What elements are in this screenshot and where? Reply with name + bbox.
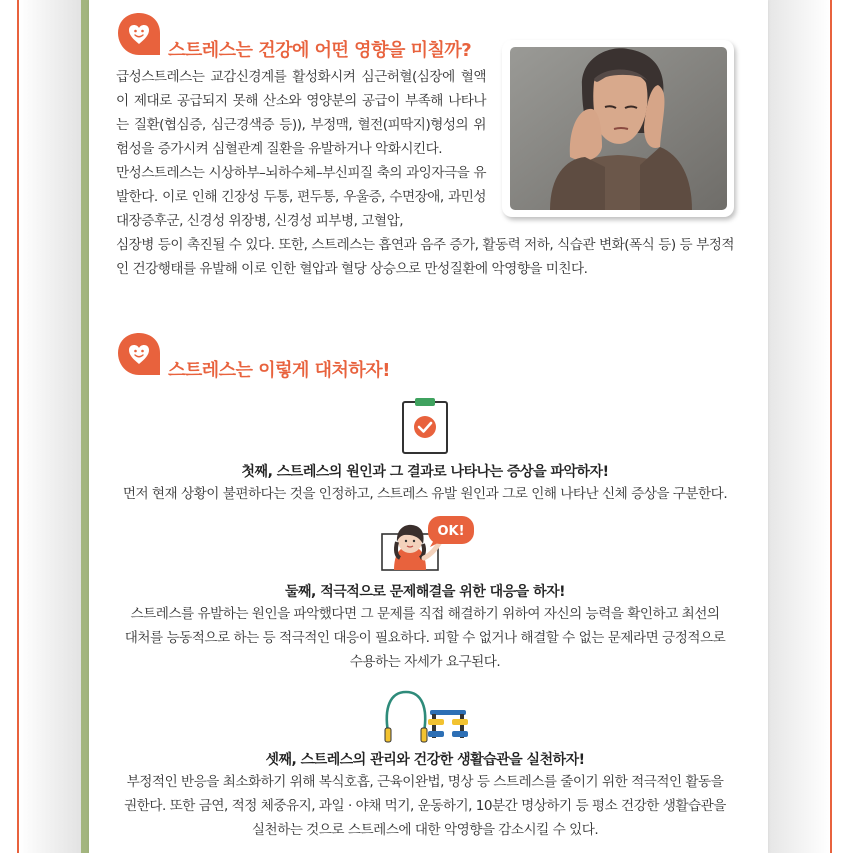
paragraph-acute-stress: 급성스트레스는 교감신경계를 활성화시켜 심근허혈(심장에 혈액이 제대로 공급되지 못해 산소와 영양분의 공급이 부족해 나타나는 질환(협심증, 심근경색증 등)), 부정맥, 혈전(피딱지)형성의 위험성을 증가시켜 심혈관계 질환을 유발하거나 악화시킨다. xyxy=(116,69,486,157)
paragraph-chronic-stress: 만성스트레스는 시상하부–뇌하수체–부신피질 축의 과잉자극을 유발한다. 이로 인해 긴장성 두통, 편두통, 우울증, 수면장애, 과민성 대장증후군, 신경성 위장병, 신경성 피부병, 고혈압, xyxy=(116,165,486,229)
right-border-line xyxy=(830,0,832,853)
jump-rope-dumbbell-icon xyxy=(382,688,472,746)
step-3-line: 실천하는 것으로 스트레스에 대한 악영향을 감소시킬 수 있다. xyxy=(251,822,599,838)
ok-woman-icon xyxy=(380,514,478,574)
ok-badge-text: OK! xyxy=(437,524,465,539)
left-margin xyxy=(19,0,81,853)
step-2-line: 대처를 능동적으로 하는 등 적극적인 대응이 필요하다. 피할 수 없거나 해결할 수 없는 문제라면 긍정적으로 xyxy=(124,630,726,646)
step-2-line: 수용하는 자세가 요구된다. xyxy=(349,654,501,670)
step-3-title: 셋째, 스트레스의 관리와 건강한 생활습관을 실천하자! xyxy=(265,752,585,768)
stressed-woman-photo xyxy=(510,47,727,210)
step-2-title: 둘째, 적극적으로 문제해결을 위한 대응을 하자! xyxy=(284,584,566,600)
clipboard-check-icon xyxy=(400,396,450,456)
step-2-description xyxy=(116,602,734,674)
photo-frame xyxy=(502,40,734,217)
step-3-line: 부정적인 반응을 최소화하기 위해 복식호흡, 근육이완법, 명상 등 스트레스를 줄이기 위한 적극적인 활동을 xyxy=(126,774,724,790)
heart-smile-icon xyxy=(116,331,162,377)
heart-smile-icon xyxy=(116,11,162,57)
section-title-effects: 스트레스는 건강에 어떤 영향을 미칠까? xyxy=(168,40,472,61)
step-1-title: 첫째, 스트레스의 원인과 그 결과로 나타나는 증상을 파악하자! xyxy=(241,464,609,480)
step-2-line: 스트레스를 유발하는 원인을 파악했다면 그 문제를 직접 해결하기 위하여 자신의 능력을 확인하고 최선의 xyxy=(130,606,720,622)
right-margin xyxy=(768,0,830,853)
section-title-coping: 스트레스는 이렇게 대처하자! xyxy=(168,360,390,381)
paragraph-chronic-stress-cont: 심장병 등이 촉진될 수 있다. 또한, 스트레스는 흡연과 음주 증가, 활동력 저하, 식습관 변화(폭식 등) 등 부정적인 건강행태를 유발해 이로 인한 혈압과 혈당 상승으로 만성질환에 악영향을 미친다. xyxy=(116,237,734,277)
side-accent-bar xyxy=(81,0,89,853)
step-3-line: 권한다. 또한 금연, 적정 체중유지, 과일 · 야채 먹기, 운동하기, 10분간 명상하기 등 평소 건강한 생활습관을 xyxy=(124,798,726,814)
step-1-description: 먼저 현재 상황이 불편하다는 것을 인정하고, 스트레스 유발 원인과 그로 인해 나타난 신체 증상을 구분한다. xyxy=(122,486,728,502)
step-3-description xyxy=(116,770,734,842)
